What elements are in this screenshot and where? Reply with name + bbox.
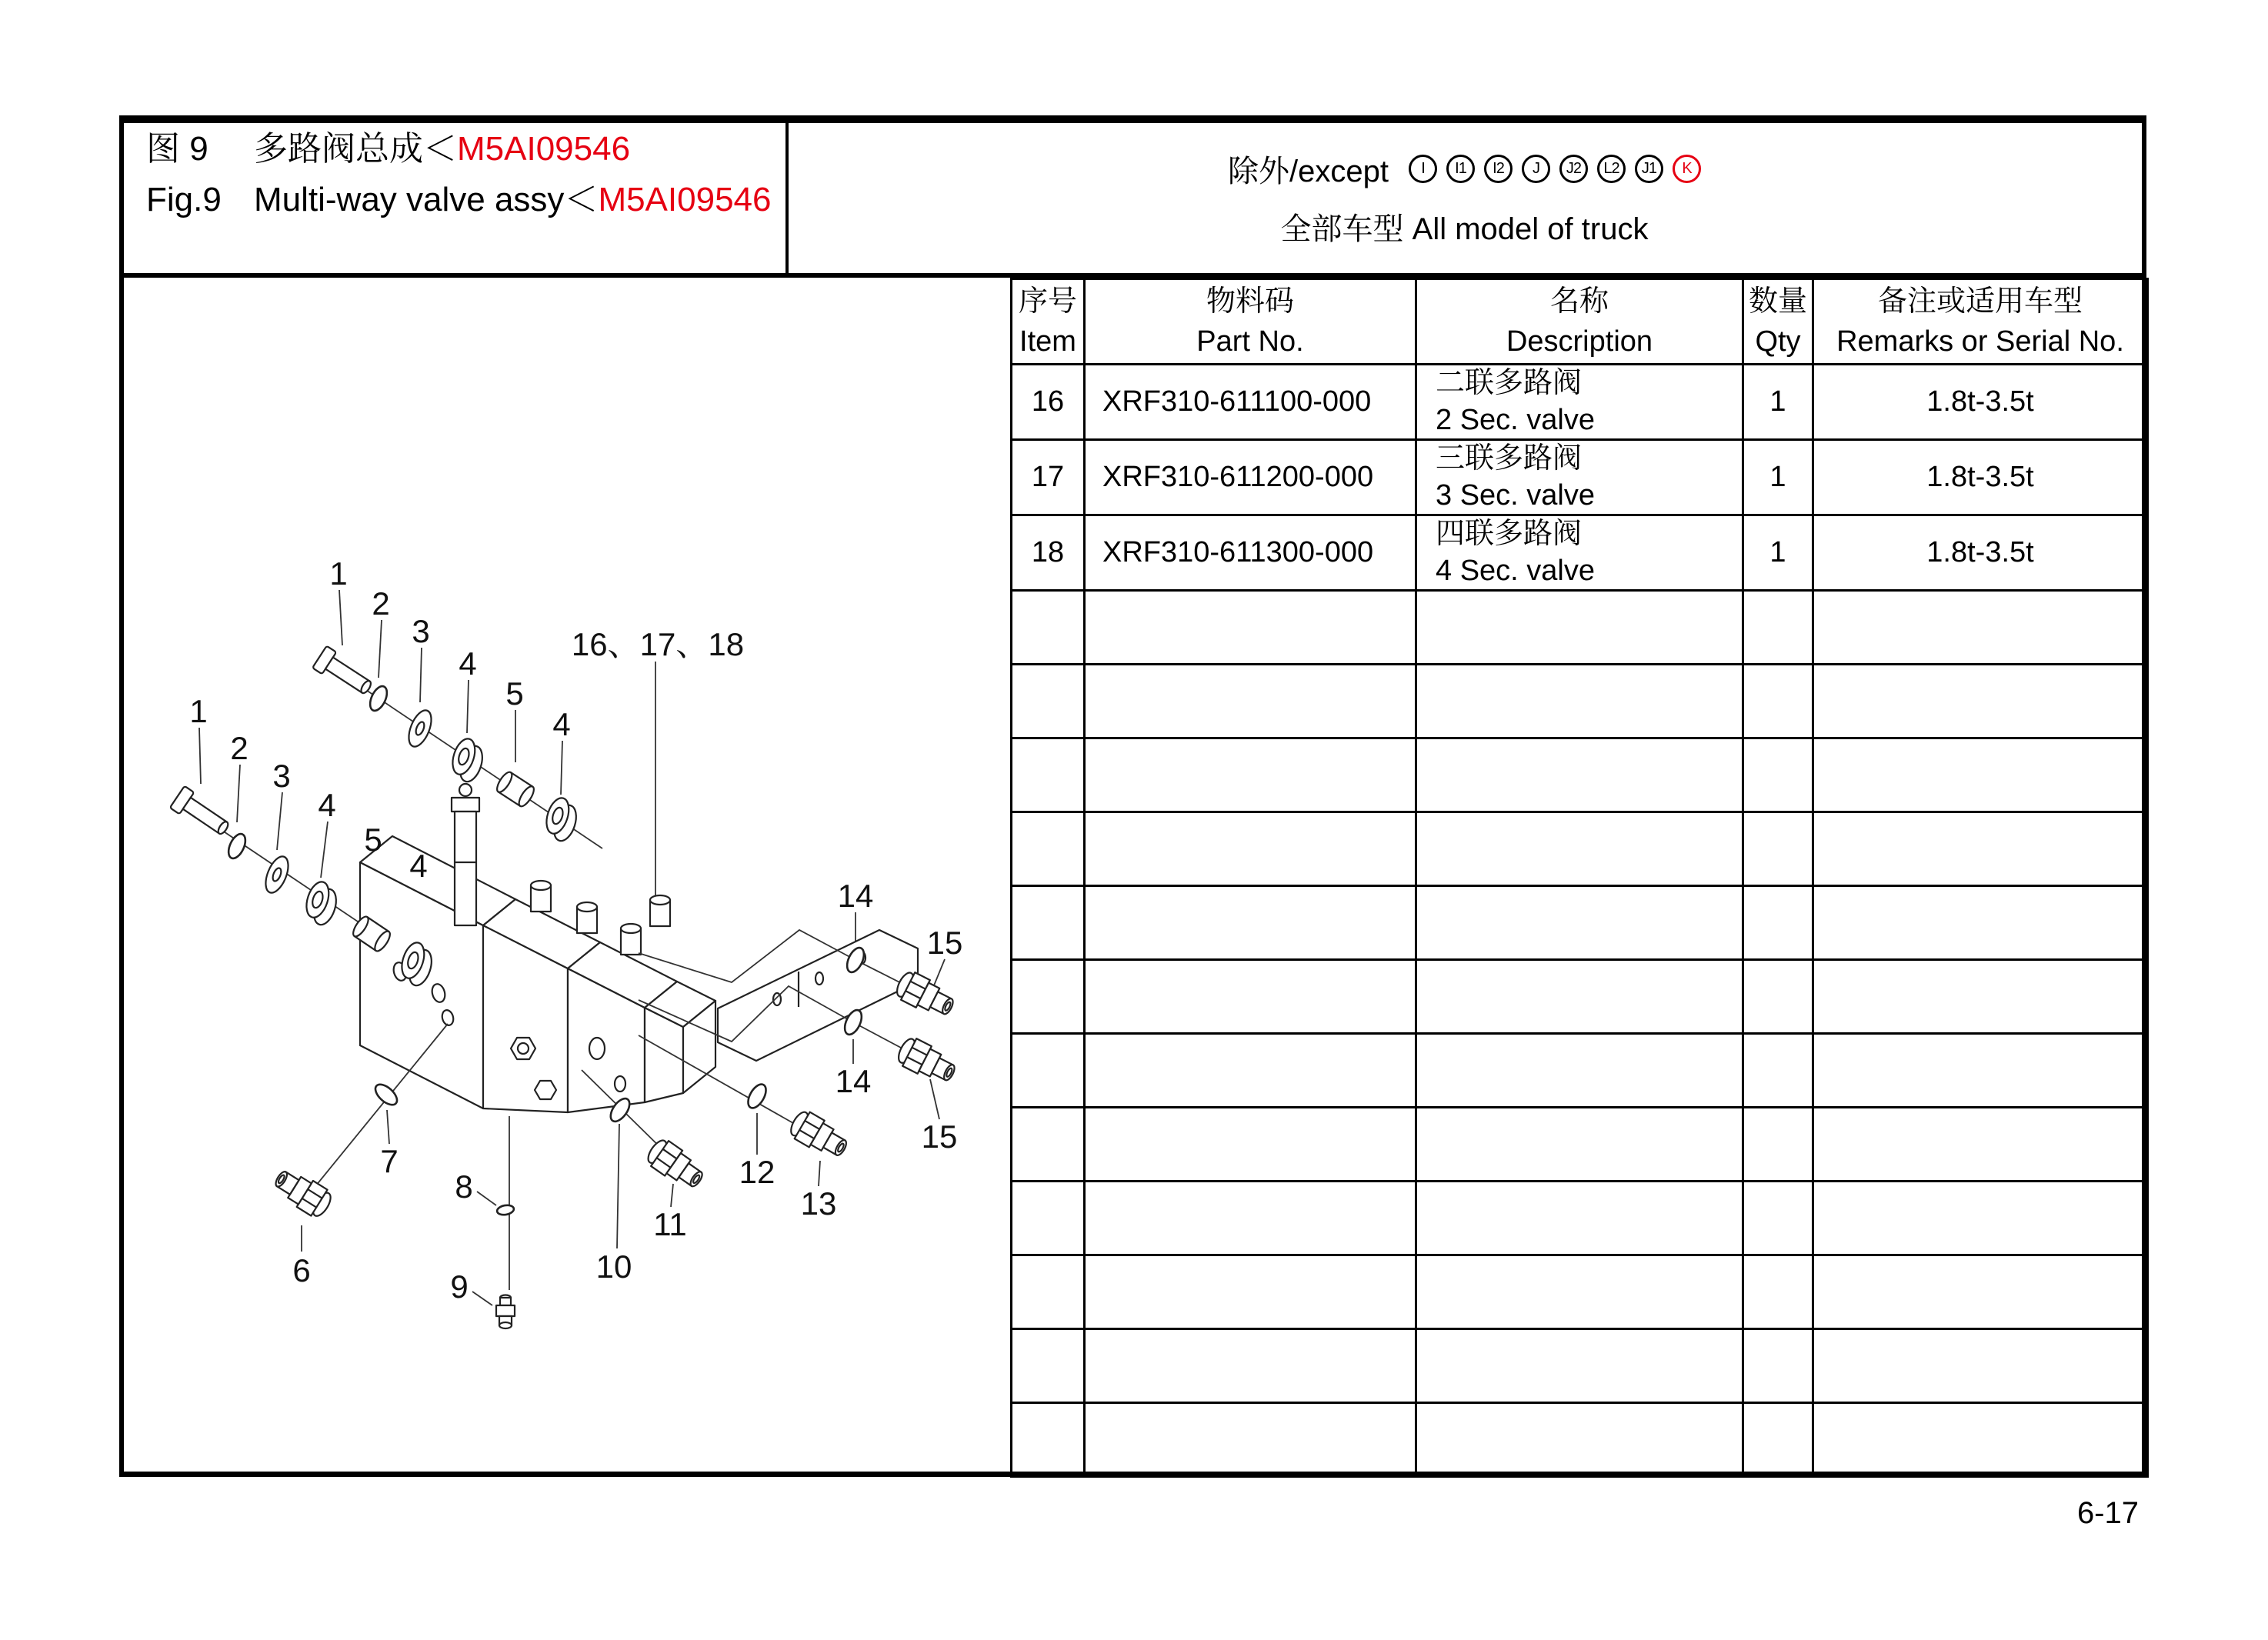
- table-empty-cell: [1813, 665, 2148, 738]
- table-empty-cell: [1743, 1182, 1813, 1255]
- cell-part-no: XRF310-611200-000: [1085, 440, 1416, 515]
- callout-label: 2: [230, 730, 248, 766]
- table-empty-cell: [1416, 591, 1743, 665]
- table-empty-cell: [1012, 665, 1085, 738]
- spacer: [495, 770, 537, 808]
- figure-label-cn: 图 9: [146, 130, 208, 168]
- table-empty-cell: [1743, 591, 1813, 665]
- table-empty-cell: [1085, 1255, 1416, 1329]
- table-empty-row: [1012, 738, 2148, 812]
- table-empty-row: [1012, 1403, 2148, 1477]
- table-empty-cell: [1416, 1403, 1743, 1477]
- bolt: [312, 646, 376, 700]
- figure-label-en: Fig.9: [146, 181, 222, 218]
- hose-fitting: [270, 1164, 335, 1221]
- figure-title-cn: [146, 132, 772, 166]
- model-badge: I1: [1446, 155, 1475, 183]
- table-empty-cell: [1813, 1255, 2148, 1329]
- table-empty-cell: [1813, 1403, 2148, 1477]
- table-empty-cell: [1743, 1034, 1813, 1108]
- table-empty-row: [1012, 1255, 2148, 1329]
- table-empty-cell: [1813, 738, 2148, 812]
- table-empty-cell: [1743, 960, 1813, 1034]
- callout-label: 4: [409, 848, 428, 884]
- model-badge: J2: [1559, 155, 1588, 183]
- table-header-row: [1012, 279, 2148, 365]
- table-empty-cell: [1813, 591, 2148, 665]
- table-empty-cell: [1813, 812, 2148, 886]
- hose-fitting: [894, 1035, 959, 1088]
- callout-label: 15: [926, 925, 963, 961]
- table-empty-cell: [1085, 1034, 1416, 1108]
- table-empty-cell: [1416, 1255, 1743, 1329]
- o-ring: [745, 1082, 770, 1111]
- table-empty-cell: [1416, 1329, 1743, 1403]
- callout-label: 6: [292, 1252, 311, 1288]
- cell-part-no: XRF310-611100-000: [1085, 365, 1416, 440]
- table-empty-cell: [1416, 886, 1743, 960]
- callout-label: 11: [653, 1206, 687, 1242]
- model-badge: I: [1409, 155, 1437, 183]
- table-empty-cell: [1813, 1329, 2148, 1403]
- cell-item: 17: [1012, 440, 1085, 515]
- table-empty-cell: [1416, 738, 1743, 812]
- table-empty-cell: [1085, 886, 1416, 960]
- table-empty-cell: [1813, 886, 2148, 960]
- model-badge: J: [1522, 155, 1550, 183]
- model-badges: [1409, 155, 1701, 183]
- table-empty-cell: [1085, 1403, 1416, 1477]
- o-ring: [372, 1081, 400, 1108]
- table-empty-row: [1012, 665, 2148, 738]
- o-ring: [496, 1204, 515, 1216]
- table-empty-cell: [1085, 812, 1416, 886]
- table-empty-cell: [1416, 1034, 1743, 1108]
- callout-label: 1: [329, 555, 348, 592]
- parts-table: [1010, 278, 2149, 1478]
- col-header-remarks: 备注或适用车型 Remarks or Serial No.: [1813, 279, 2148, 365]
- all-models-line: [1281, 205, 1649, 248]
- table-empty-cell: [1743, 1403, 1813, 1477]
- table-empty-cell: [1743, 1255, 1813, 1329]
- cell-qty: 1: [1743, 515, 1813, 591]
- callout-label: 9: [450, 1268, 469, 1305]
- table-empty-cell: [1012, 1403, 1085, 1477]
- table-empty-cell: [1012, 1034, 1085, 1108]
- figure-title-en: [146, 183, 772, 217]
- seal-ring: [541, 795, 582, 844]
- table-empty-cell: [1416, 960, 1743, 1034]
- col-header-qty: 数量 Qty: [1743, 279, 1813, 365]
- table-empty-cell: [1416, 1108, 1743, 1182]
- o-ring: [225, 832, 249, 861]
- table-empty-cell: [1012, 1329, 1085, 1403]
- table-empty-cell: [1012, 1108, 1085, 1182]
- callout-label: 13: [800, 1185, 837, 1222]
- table-row: [1012, 365, 2148, 440]
- callout-label: 4: [459, 645, 477, 682]
- table-empty-cell: [1085, 738, 1416, 812]
- valve-cap: [577, 902, 597, 933]
- page-number: 6-17: [2076, 1496, 2139, 1530]
- hose-fitting: [786, 1108, 852, 1163]
- seal-ring: [447, 736, 488, 785]
- callout-label: 4: [552, 706, 571, 742]
- callout-label: 15: [921, 1118, 958, 1155]
- cell-part-no: XRF310-611300-000: [1085, 515, 1416, 591]
- model-applicability-header: [787, 122, 2142, 274]
- bolt: [170, 786, 233, 841]
- cell-item: 16: [1012, 365, 1085, 440]
- model-badge: I2: [1484, 155, 1513, 183]
- all-models-en: All model of truck: [1412, 212, 1649, 246]
- table-empty-cell: [1085, 591, 1416, 665]
- table-empty-cell: [1012, 591, 1085, 665]
- table-empty-row: [1012, 886, 2148, 960]
- callout-label: 1: [189, 693, 208, 729]
- callout-label: 14: [837, 878, 874, 914]
- model-badge-excluded: K: [1673, 155, 1701, 183]
- cell-remarks: 1.8t-3.5t: [1813, 365, 2148, 440]
- table-empty-cell: [1085, 665, 1416, 738]
- table-empty-cell: [1012, 738, 1085, 812]
- valve-cap: [621, 924, 641, 955]
- callout-label: 3: [272, 758, 291, 794]
- table-empty-cell: [1416, 812, 1743, 886]
- table-empty-cell: [1012, 1182, 1085, 1255]
- table-empty-cell: [1012, 886, 1085, 960]
- table-empty-cell: [1416, 665, 1743, 738]
- all-models-cn: 全部车型: [1280, 212, 1404, 246]
- table-empty-cell: [1012, 960, 1085, 1034]
- table-empty-cell: [1416, 1182, 1743, 1255]
- callout-label: 14: [835, 1063, 872, 1099]
- table-empty-row: [1012, 1329, 2148, 1403]
- except-label: 除外/except: [1228, 155, 1389, 188]
- cell-qty: 1: [1743, 440, 1813, 515]
- except-line: [1228, 147, 1701, 191]
- table-empty-cell: [1743, 665, 1813, 738]
- figure-name-cn: 多路阀总成＜: [254, 130, 457, 168]
- table-empty-cell: [1813, 1182, 2148, 1255]
- table-empty-row: [1012, 1108, 2148, 1182]
- callout-label: 10: [595, 1248, 632, 1285]
- cell-description: 四联多路阀 4 Sec. valve: [1416, 515, 1743, 591]
- cell-description: 三联多路阀 3 Sec. valve: [1416, 440, 1743, 515]
- hose-fitting: [643, 1135, 708, 1194]
- cell-remarks: 1.8t-3.5t: [1813, 440, 2148, 515]
- exploded-diagram: [122, 278, 1012, 1477]
- callout-label: 5: [505, 675, 524, 712]
- table-empty-cell: [1743, 738, 1813, 812]
- table-empty-row: [1012, 591, 2148, 665]
- table-row: [1012, 440, 2148, 515]
- table-empty-row: [1012, 812, 2148, 886]
- model-badge: J1: [1635, 155, 1663, 183]
- table-empty-cell: [1743, 886, 1813, 960]
- table-empty-cell: [1012, 812, 1085, 886]
- callout-label: 2: [372, 585, 390, 622]
- model-badge: L2: [1597, 155, 1626, 183]
- callout-label: 4: [318, 787, 336, 823]
- cell-description: 二联多路阀 2 Sec. valve: [1416, 365, 1743, 440]
- callout-label: 8: [455, 1168, 473, 1205]
- assembly-callout-label: 16、17、18: [571, 626, 745, 662]
- col-header-part-no: 物料码 Part No.: [1085, 279, 1416, 365]
- figure-title-block: [146, 132, 772, 234]
- table-empty-row: [1012, 1182, 2148, 1255]
- col-header-item: 序号 Item: [1012, 279, 1085, 365]
- table-empty-cell: [1085, 1182, 1416, 1255]
- parts-table-container: [1010, 278, 2149, 1478]
- figure-code-cn: M5AI09546: [457, 130, 631, 168]
- table-row: [1012, 515, 2148, 591]
- seal-ring: [301, 879, 342, 928]
- relief-valve-stem: [459, 784, 472, 796]
- cell-item: 18: [1012, 515, 1085, 591]
- hose-fitting: [892, 968, 958, 1022]
- figure-name-en: Multi-way valve assy＜: [254, 181, 599, 218]
- table-empty-cell: [1085, 1329, 1416, 1403]
- table-empty-row: [1012, 1034, 2148, 1108]
- table-empty-cell: [1813, 1108, 2148, 1182]
- callout-label: 3: [412, 613, 430, 649]
- washer: [405, 707, 436, 749]
- callout-label: 12: [739, 1154, 775, 1190]
- table-empty-cell: [1813, 960, 2148, 1034]
- figure-code-en: M5AI09546: [598, 181, 772, 218]
- table-empty-cell: [1743, 1329, 1813, 1403]
- table-empty-cell: [1012, 1255, 1085, 1329]
- col-header-description: 名称 Description: [1416, 279, 1743, 365]
- plug: [496, 1295, 515, 1329]
- table-empty-cell: [1085, 1108, 1416, 1182]
- table-empty-cell: [1743, 812, 1813, 886]
- table-empty-row: [1012, 960, 2148, 1034]
- callout-label: 5: [364, 822, 382, 858]
- table-empty-cell: [1813, 1034, 2148, 1108]
- valve-cap: [650, 895, 670, 926]
- valve-cap: [531, 881, 551, 912]
- cell-qty: 1: [1743, 365, 1813, 440]
- table-empty-cell: [1743, 1108, 1813, 1182]
- table-empty-cell: [1085, 960, 1416, 1034]
- cell-remarks: 1.8t-3.5t: [1813, 515, 2148, 591]
- callout-label: 7: [380, 1143, 399, 1179]
